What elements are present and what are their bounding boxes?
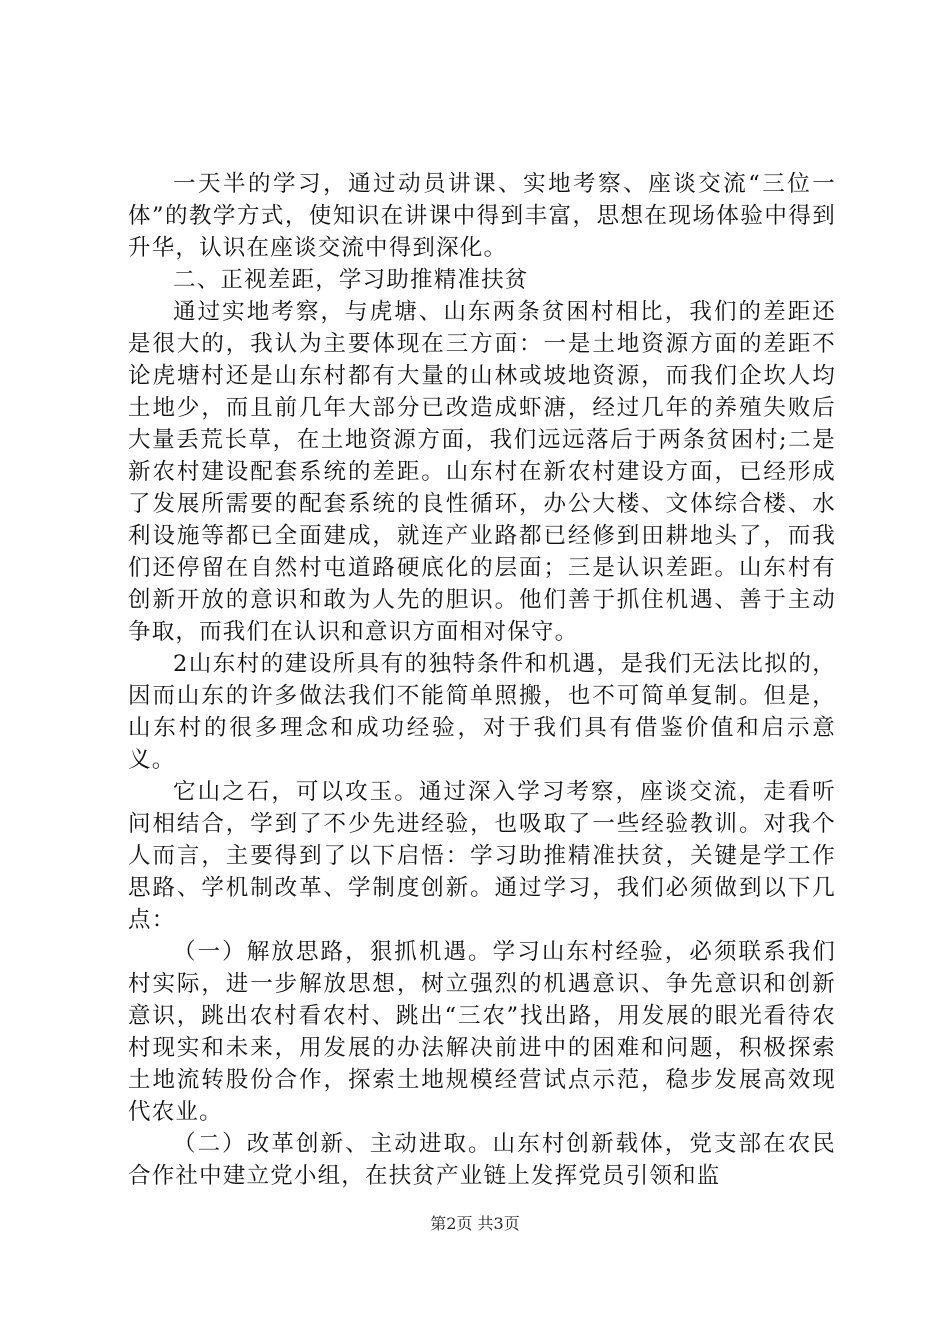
page-number-label: 第2页 共3页 (430, 1214, 520, 1233)
paragraph-point-two: （二）改革创新、主动进取。山东村创新载体，党支部在农民合作社中建立党小组，在扶贫产业链上发挥党员引领和监 (128, 1131, 836, 1189)
paragraph-point-one: （一）解放思路，狠抓机遇。学习山东村经验，必须联系我们村实际，进一步解放思想，树立强烈的机遇意识、争先意识和创新意识，跳出农村看农村、跳出“三农”找出路，用发展的眼光看待农村现实和未来，用发展的办法解决前进中的困难和问题，积极探索土地流转股份合作，探索土地规模经营试点示范，稳步发展高效现代农业。 (128, 939, 836, 1125)
document-body (128, 168, 836, 1192)
section-heading-gap: 二、正视差距，学习助推精准扶贫 (173, 267, 529, 293)
paragraph-lessons: 它山之石，可以攻玉。通过深入学习考察，座谈交流，走看听问相结合，学到了不少先进经验，也吸取了一些经验教训。对我个人而言，主要得到了以下启悟：学习助推精准扶贫，关键是学工作思路、学机制改革、学制度创新。通过学习，我们必须做到以下几点： (128, 779, 836, 933)
paragraph-conditions: 2山东村的建设所具有的独特条件和机遇，是我们无法比拟的，因而山东的许多做法我们不能简单照搬，也不可简单复制。但是，山东村的很多理念和成功经验，对于我们具有借鉴价值和启示意义。 (128, 651, 836, 773)
paragraph-gap-analysis: 通过实地考察，与虎塘、山东两条贫困村相比，我们的差距还是很大的，我认为主要体现在三方面：一是土地资源方面的差距不论虎塘村还是山东村都有大量的山林或坡地资源，而我们企坎人均土地少，而且前几年大部分已改造成虾溏，经过几年的养殖失败后大量丢荒长草，在土地资源方面，我们远远落后于两条贫困村;二是新农村建设配套系统的差距。山东村在新农村建设方面，已经形成了发展所需要的配套系统的良性循环，办公大楼、文体综合楼、水利设施等都已全面建成，就连产业路都已经修到田耕地头了，而我们还停留在自然村屯道路硬底化的层面；三是认识差距。山东村有创新开放的意识和敢为人先的胆识。他们善于抓住机遇、善于主动争取，而我们在认识和意识方面相对保守。 (128, 299, 836, 645)
page-footer (0, 1214, 950, 1234)
paragraph-intro-summary: 一天半的学习，通过动员讲课、实地考察、座谈交流“三位一体”的教学方式，使知识在讲课中得到丰富，思想在现场体验中得到升华，认识在座谈交流中得到深化。 (128, 171, 836, 261)
